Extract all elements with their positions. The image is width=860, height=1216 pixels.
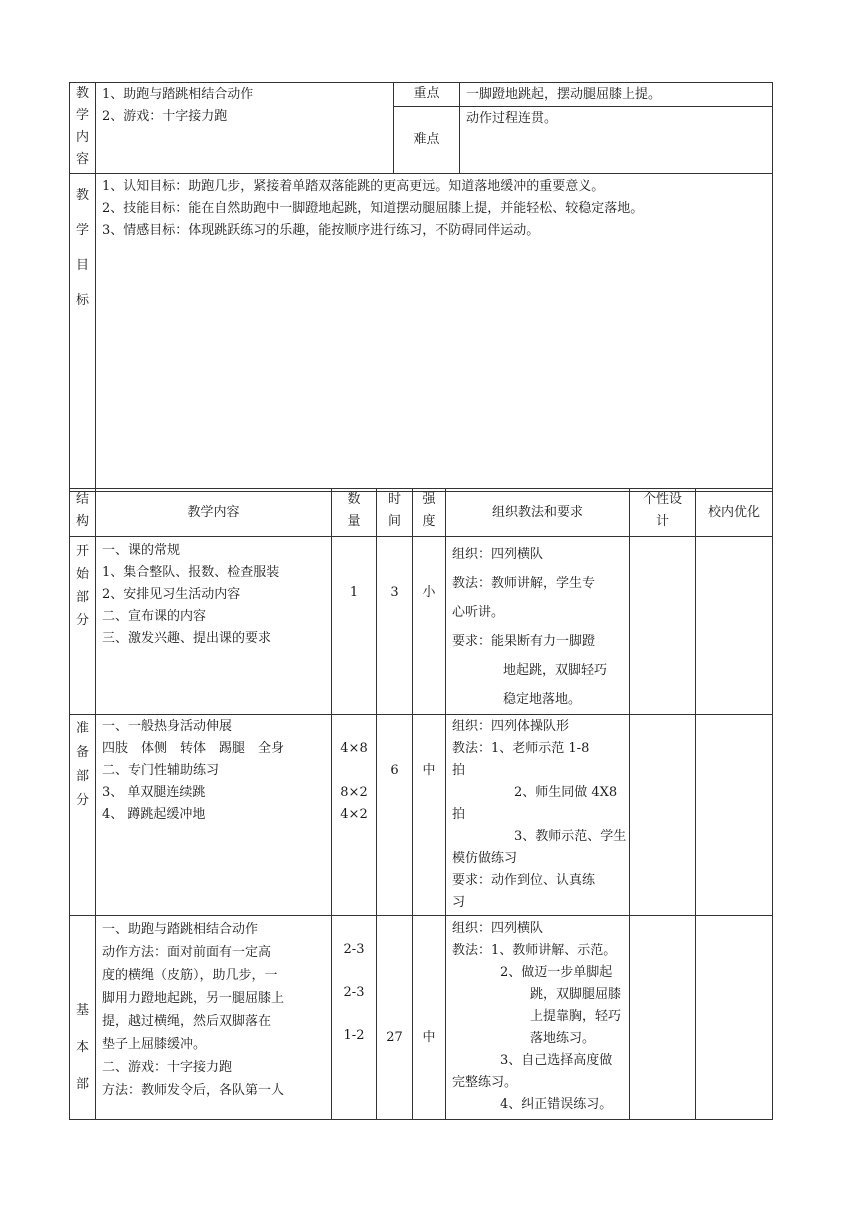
prep-section-time: 6	[377, 715, 413, 916]
basic-section-time: 27	[377, 916, 413, 1120]
personal-design-header: 个性设 计	[630, 489, 696, 537]
prep-section-quantity: 4×8 8×2 4×2	[332, 715, 377, 916]
basic-section-school	[696, 916, 773, 1120]
start-section-row	[70, 537, 773, 715]
key-point-label: 重点	[394, 83, 460, 107]
content-header: 教学内容	[96, 489, 332, 537]
prep-section-school	[696, 715, 773, 916]
start-section-content: 一、课的常规 1、集合整队、报数、检查服装 2、安排见习生活动内容 二、宣布课的内容 三、激发兴趣、提出课的要求	[96, 537, 332, 715]
teaching-goals: 1、认知目标：助跑几步，紧接着单踏双落能跳的更高更远。知道落地缓冲的重要意义。 2、技能目标：能在自然助跑中一脚蹬地起跳，知道摆动腿屈膝上提，并能轻松、较稳定落地。 3、情感目标：体现跳跃练习的乐趣，能按顺序进行练习，不防碍同伴运动。	[96, 174, 773, 492]
intensity-header: 强 度	[413, 489, 446, 537]
prep-section-row	[70, 715, 773, 916]
lesson-info-table	[69, 82, 773, 492]
quantity-header: 数 量	[332, 489, 377, 537]
time-header: 时 间	[377, 489, 413, 537]
start-section-method: 组织：四列横队 教法：教师讲解，学生专 心听讲。 要求：能果断有力一脚蹬 地起跳，双脚轻巧 稳定地落地。	[446, 537, 630, 715]
basic-section-row	[70, 916, 773, 1120]
basic-section-intensity: 中	[413, 916, 446, 1120]
prep-section-personal	[630, 715, 696, 916]
basic-section-content: 一、助跑与踏跳相结合动作 动作方法：面对前面有一定高 度的横绳（皮筋），助几步，一 脚用力蹬地起跳，另一腿屈膝上 提，越过横绳，然后双脚落在 垫子上屈膝缓冲。 二、游戏：十字接力跑 方法：教师发令后，各队第一人	[96, 916, 332, 1120]
start-section-school	[696, 537, 773, 715]
basic-section-name: 基 本 部	[70, 916, 96, 1120]
start-section-personal	[630, 537, 696, 715]
basic-section-method: 组织：四列横队 教法：1、教师讲解、示范。 2、做迈一步单脚起 跳，双脚腿屈膝 上提靠胸，轻巧 落地练习。 3、自己选择高度做 完整练习。 4、纠正错误练习。	[446, 916, 630, 1120]
start-section-intensity: 小	[413, 537, 446, 715]
difficulty-label: 难点	[394, 107, 460, 174]
start-section-quantity: 1	[332, 537, 377, 715]
lesson-plan-table	[69, 488, 773, 1120]
difficulty-value: 动作过程连贯。	[460, 107, 773, 174]
prep-section-intensity: 中	[413, 715, 446, 916]
structure-header: 结 构	[70, 489, 96, 537]
prep-section-content: 一、一般热身活动伸展 四肢 体侧 转体 踢腿 全身 二、专门性辅助练习 3、 单双腿连续跳 4、 蹲跳起缓冲地	[96, 715, 332, 916]
teaching-content-items: 1、助跑与踏跳相结合动作 2、游戏：十字接力跑	[96, 83, 394, 174]
start-section-time: 3	[377, 537, 413, 715]
basic-section-quantity: 2-3 2-3 1-2	[332, 916, 377, 1120]
teaching-goal-header: 教 学 目 标	[70, 174, 96, 492]
school-optimization-header: 校内优化	[696, 489, 773, 537]
basic-section-personal	[630, 916, 696, 1120]
teaching-content-header: 教 学 内 容	[70, 83, 96, 174]
prep-section-name: 准 备 部 分	[70, 715, 96, 916]
header-row	[70, 489, 773, 537]
start-section-name: 开 始 部 分	[70, 537, 96, 715]
method-header: 组织教法和要求	[446, 489, 630, 537]
key-point-value: 一脚蹬地跳起，摆动腿屈膝上提。	[460, 83, 773, 107]
prep-section-method: 组织：四列体操队形 教法：1、老师示范 1-8 拍 2、师生同做 4X8 拍 3、教师示范、学生 模仿做练习 要求：动作到位、认真练 习	[446, 715, 630, 916]
